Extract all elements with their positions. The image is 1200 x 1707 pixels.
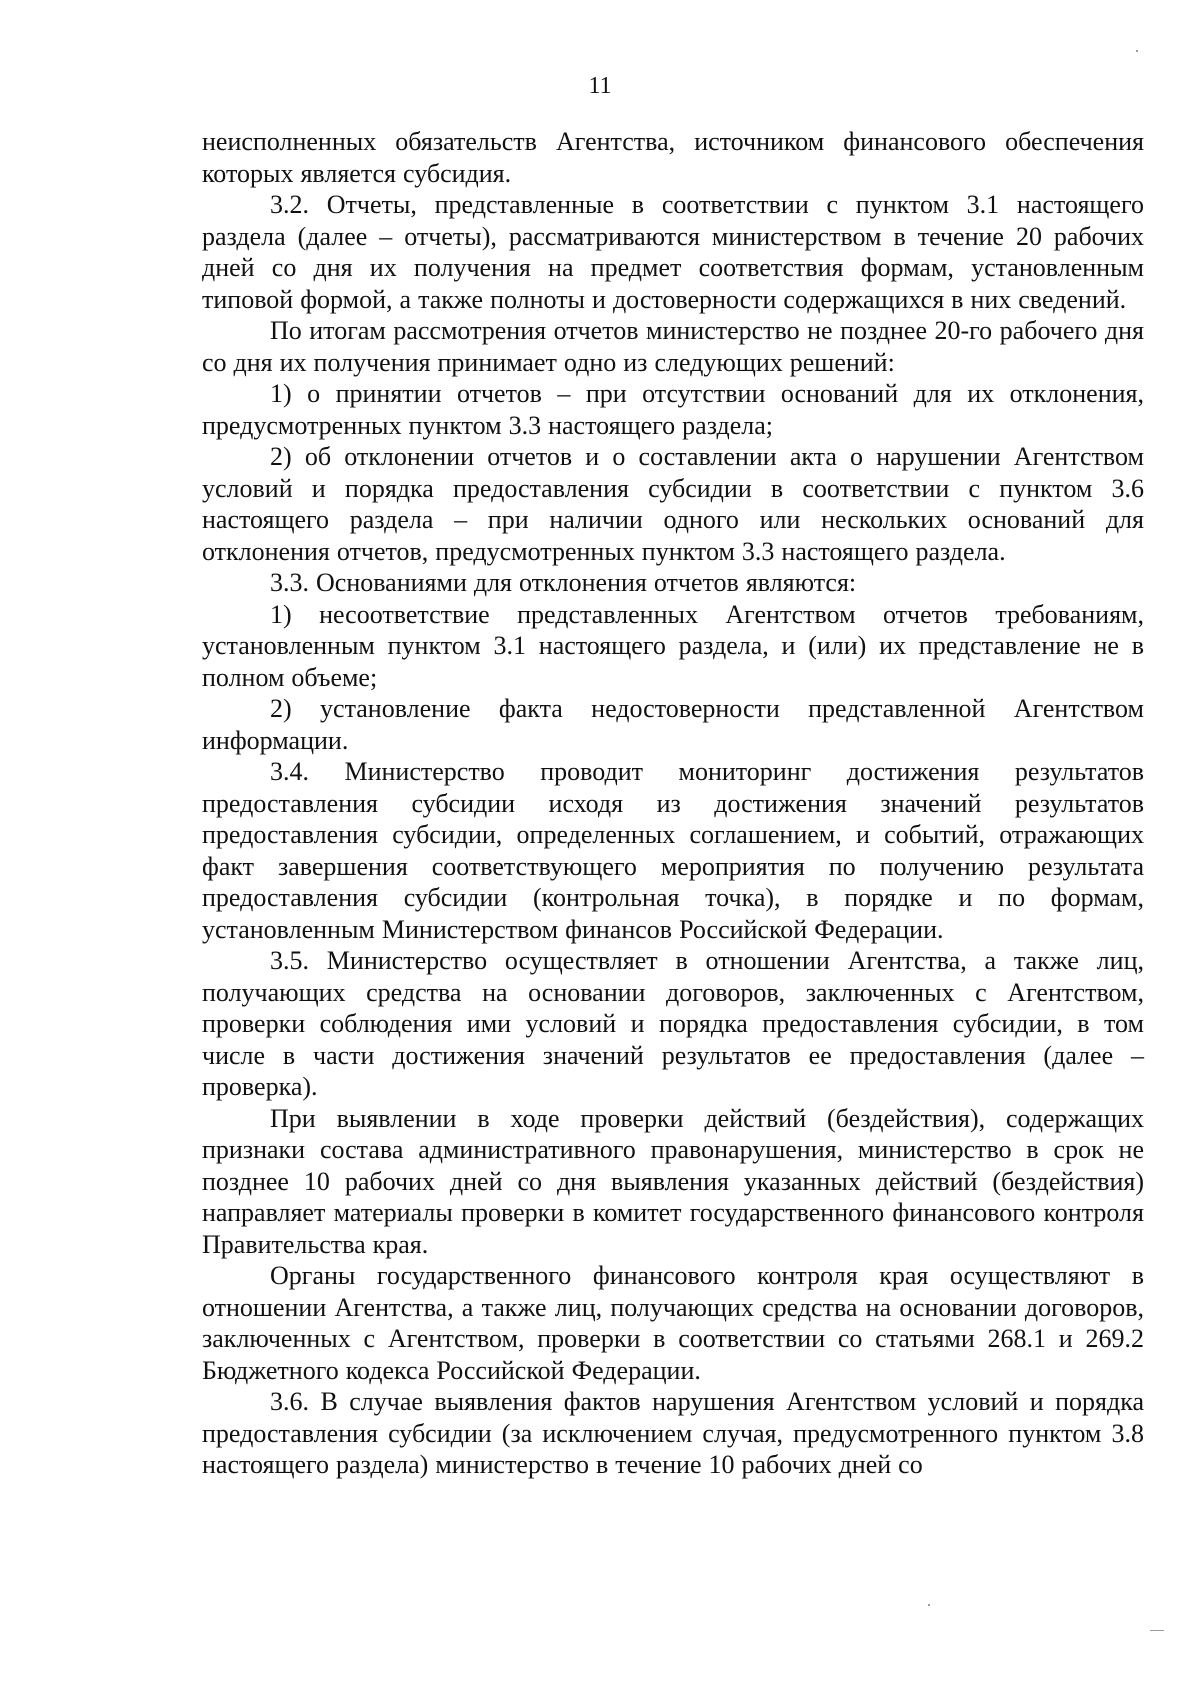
list-item: 1) несоответствие представленных Агентством отчетов требованиям, установленным пунктом 3.1 настоящего раздела, и (или) их представление не в полном объеме; — [202, 599, 1144, 692]
page-number: 11 — [588, 73, 612, 99]
paragraph: 3.6. В случае выявления фактов нарушения Агентством условий и порядка предоставления субсидии (за исключением случая, предусмотренного пунктом 3.8 настоящего раздела) министерство в течение 10 рабочих дней со — [202, 1387, 1144, 1479]
scan-speck — [1136, 50, 1138, 52]
paragraph: 3.4. Министерство проводит мониторинг достижения результатов предоставления субсидии исходя из достижения значений результатов предоставления субсидии, определенных соглашением, и событий, отражающих факт завершения соответствующего мероприятия по получению результата предоставления субсидии (контрольная точка), в порядке и по формам, установленным Министерством финансов Российской Федерации. — [202, 757, 1144, 944]
list-item: 1) о принятии отчетов – при отсутствии оснований для их отклонения, предусмотренных пунктом 3.3 настоящего раздела; — [202, 379, 1144, 440]
list-item: 2) об отклонении отчетов и о составлении акта о нарушении Агентством условий и порядка предоставления субсидии в соответствии с пунктом 3.6 настоящего раздела – при наличии одного или нескольких оснований для отклонения отчетов, предусмотренных пунктом 3.3 настоящего раздела. — [202, 442, 1144, 566]
document-body — [202, 126, 1144, 1481]
scan-speck — [1150, 1630, 1164, 1631]
paragraph: 3.5. Министерство осуществляет в отношении Агентства, а также лиц, получающих средства на основании договоров, заключенных с Агентством, проверки соблюдения ими условий и порядка предоставления субсидии, в том числе в части достижения значений результатов ее предоставления (далее – проверка). — [202, 946, 1144, 1101]
list-item: 2) установление факта недостоверности представленной Агентством информации. — [202, 694, 1144, 755]
paragraph: Органы государственного финансового контроля края осуществляют в отношении Агентства, а также лиц, получающих средства на основании договоров, заключенных с Агентством, проверки в соответствии со статьями 268.1 и 269.2 Бюджетного кодекса Российской Федерации. — [202, 1261, 1144, 1385]
paragraph: При выявлении в ходе проверки действий (бездействия), содержащих признаки состава административного правонарушения, министерство в срок не позднее 10 рабочих дней со дня выявления указанных действий (бездействия) направляет материалы проверки в комитет государственного финансового контроля Правительства края. — [202, 1103, 1144, 1259]
paragraph: неисполненных обязательств Агентства, источником финансового обеспечения которых является субсидия. — [202, 127, 1144, 188]
scan-speck — [928, 1604, 930, 1606]
paragraph: По итогам рассмотрения отчетов министерство не позднее 20-го рабочего дня со дня их получения принимает одно из следующих решений: — [202, 316, 1144, 377]
paragraph: 3.3. Основаниями для отклонения отчетов являются: — [270, 568, 857, 597]
paragraph: 3.2. Отчеты, представленные в соответствии с пунктом 3.1 настоящего раздела (далее – отчеты), рассматриваются министерством в течение 20 рабочих дней со дня их получения на предмет соответствия формам, установленным типовой формой, а также полноты и достоверности содержащихся в них сведений. — [202, 190, 1144, 314]
